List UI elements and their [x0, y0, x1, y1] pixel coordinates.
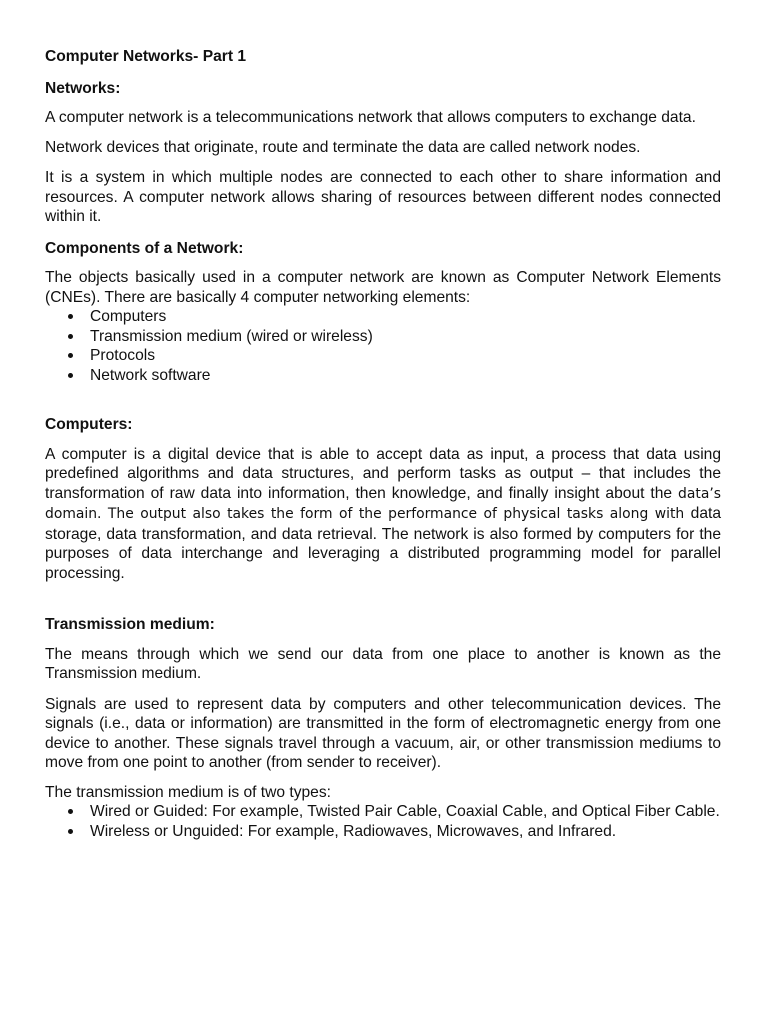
transmission-paragraph-2: Signals are used to represent data by computers and other telecommunication devices. The signals (i.e., data or information) are transmitted in the form of electromagnetic energy from one device to another. These signals travel through a vacuum, air, or other transmission mediums to move from one point to another (from sender to receiver).	[45, 695, 721, 771]
bullet-icon	[68, 353, 73, 358]
document-body	[45, 47, 721, 841]
computers-paragraph-part-3: data storage, data transformation, and data retrieval. The network is also formed by computers for the purposes of data interchange and leveraging a distributed programming model for parallel processing.	[45, 505, 721, 582]
networks-paragraph-2: Network devices that originate, route and terminate the data are called network nodes.	[45, 138, 641, 156]
list-item-text: Computers	[90, 308, 167, 325]
components-heading: Components of a Network:	[45, 239, 244, 257]
components-paragraph: The objects basically used in a computer network are known as Computer Network Elements (CNEs). There are basically 4 computer networking elements:	[45, 269, 721, 306]
transmission-paragraph-1: The means through which we send our data from one place to another is known as the Transmission medium.	[45, 645, 721, 682]
transmission-list	[45, 802, 721, 841]
networks-paragraph-3: It is a system in which multiple nodes are connected to each other to share information and resources. A computer network allows sharing of resources between different nodes connected within it.	[45, 169, 721, 225]
list-item-text: Protocols	[90, 347, 156, 364]
list-item	[45, 822, 721, 842]
bullet-icon	[68, 334, 73, 339]
list-item-text: Wireless or Unguided: For example, Radiowaves, Microwaves, and Infrared.	[90, 822, 617, 840]
list-item-text: Transmission medium (wired or wireless)	[90, 327, 373, 345]
list-item	[45, 346, 721, 366]
computers-paragraph-part-2: data’s domain. The output also takes the form of the performance of physical tasks along with	[45, 485, 721, 522]
list-item-text: Network software	[90, 366, 211, 384]
computers-paragraph-part-1: A computer is a digital device that is able to accept data as input, a process that data using predefined algorithms and data structures, and perform tasks as output – that includes the transformation of raw data into information, then knowledge, and finally insight about the	[45, 445, 721, 502]
transmission-heading: Transmission medium:	[45, 616, 215, 633]
networks-paragraph-1: A computer network is a telecommunications network that allows computers to exchange data.	[45, 109, 696, 126]
bullet-icon	[68, 373, 73, 378]
list-item	[45, 307, 721, 327]
document-title: Computer Networks- Part 1	[45, 48, 247, 65]
components-list	[45, 307, 721, 385]
bullet-icon	[68, 829, 73, 834]
computers-heading: Computers:	[45, 416, 133, 433]
list-item	[45, 327, 721, 347]
list-item	[45, 366, 721, 386]
bullet-icon	[68, 314, 73, 319]
bullet-icon	[68, 809, 73, 814]
networks-heading: Networks:	[45, 79, 121, 97]
transmission-paragraph-3: The transmission medium is of two types:	[45, 783, 331, 801]
list-item	[45, 802, 721, 822]
computers-paragraph	[45, 445, 721, 584]
list-item-text: Wired or Guided: For example, Twisted Pair Cable, Coaxial Cable, and Optical Fiber Cable.	[90, 803, 720, 820]
